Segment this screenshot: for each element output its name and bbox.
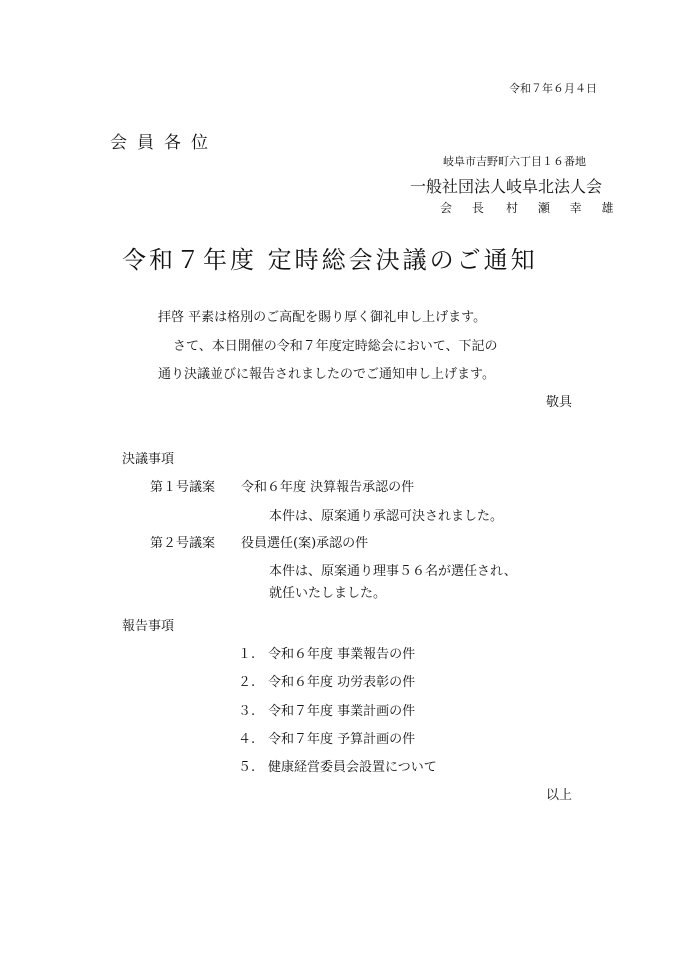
- report-item-number: ５.: [238, 760, 256, 775]
- body-line-1: 拝啓 平素は格別のご高配を賜り厚く御礼申し上げます。: [158, 310, 487, 325]
- resolution-number: 第２号議案: [150, 536, 216, 551]
- recipient-salutation: 会員各位: [110, 133, 218, 153]
- report-item-text: 令和６年度 功労表彰の件: [268, 675, 416, 690]
- resolution-result-continued: 就任いたしました。: [269, 586, 387, 601]
- report-item-text: 令和７年度 事業計画の件: [268, 704, 416, 719]
- report-item-text: 健康経営委員会設置について: [268, 760, 437, 775]
- resolution-subject: 役員選任(案)承認の件: [241, 536, 369, 551]
- resolutions-heading: 決議事項: [122, 452, 175, 467]
- report-item-number: ４.: [238, 732, 256, 747]
- report-item-text: 令和７年度 予算計画の件: [268, 732, 416, 747]
- closing-keigu: 敬具: [546, 395, 573, 410]
- president-title: 会 長: [440, 201, 492, 215]
- report-item: [238, 643, 415, 662]
- report-item-number: ２.: [238, 675, 256, 690]
- body-line-3: 通り決議並びに報告されましたのでご通知申し上げます。: [158, 367, 495, 382]
- president-name: 村 瀬 幸 雄: [506, 201, 622, 215]
- report-item: [238, 728, 415, 747]
- resolution-number: 第１号議案: [150, 480, 216, 495]
- report-item: [238, 700, 415, 719]
- resolution-result: 本件は、原案通り承認可決されました。: [269, 509, 504, 524]
- document-title: 令和７年度 定時総会決議のご通知: [122, 246, 538, 274]
- resolution-result: 本件は、原案通り理事５６名が選任され、: [269, 564, 517, 579]
- report-item-number: ３.: [238, 704, 256, 719]
- report-item-text: 令和６年度 事業報告の件: [268, 647, 416, 662]
- document-date: 令和７年６月４日: [509, 82, 597, 95]
- resolution-subject: 令和６年度 決算報告承認の件: [241, 480, 415, 495]
- report-item: [238, 756, 437, 775]
- report-item: [238, 671, 415, 690]
- sender-organization: 一般社団法人岐阜北法人会: [410, 177, 603, 196]
- report-item-number: １.: [238, 647, 256, 662]
- reports-heading: 報告事項: [122, 619, 175, 634]
- closing-ijou: 以上: [546, 788, 573, 803]
- sender-address: 岐阜市吉野町六丁目１６番地: [443, 155, 586, 168]
- body-line-2: さて、本日開催の令和７年度定時総会において、下記の: [173, 339, 498, 354]
